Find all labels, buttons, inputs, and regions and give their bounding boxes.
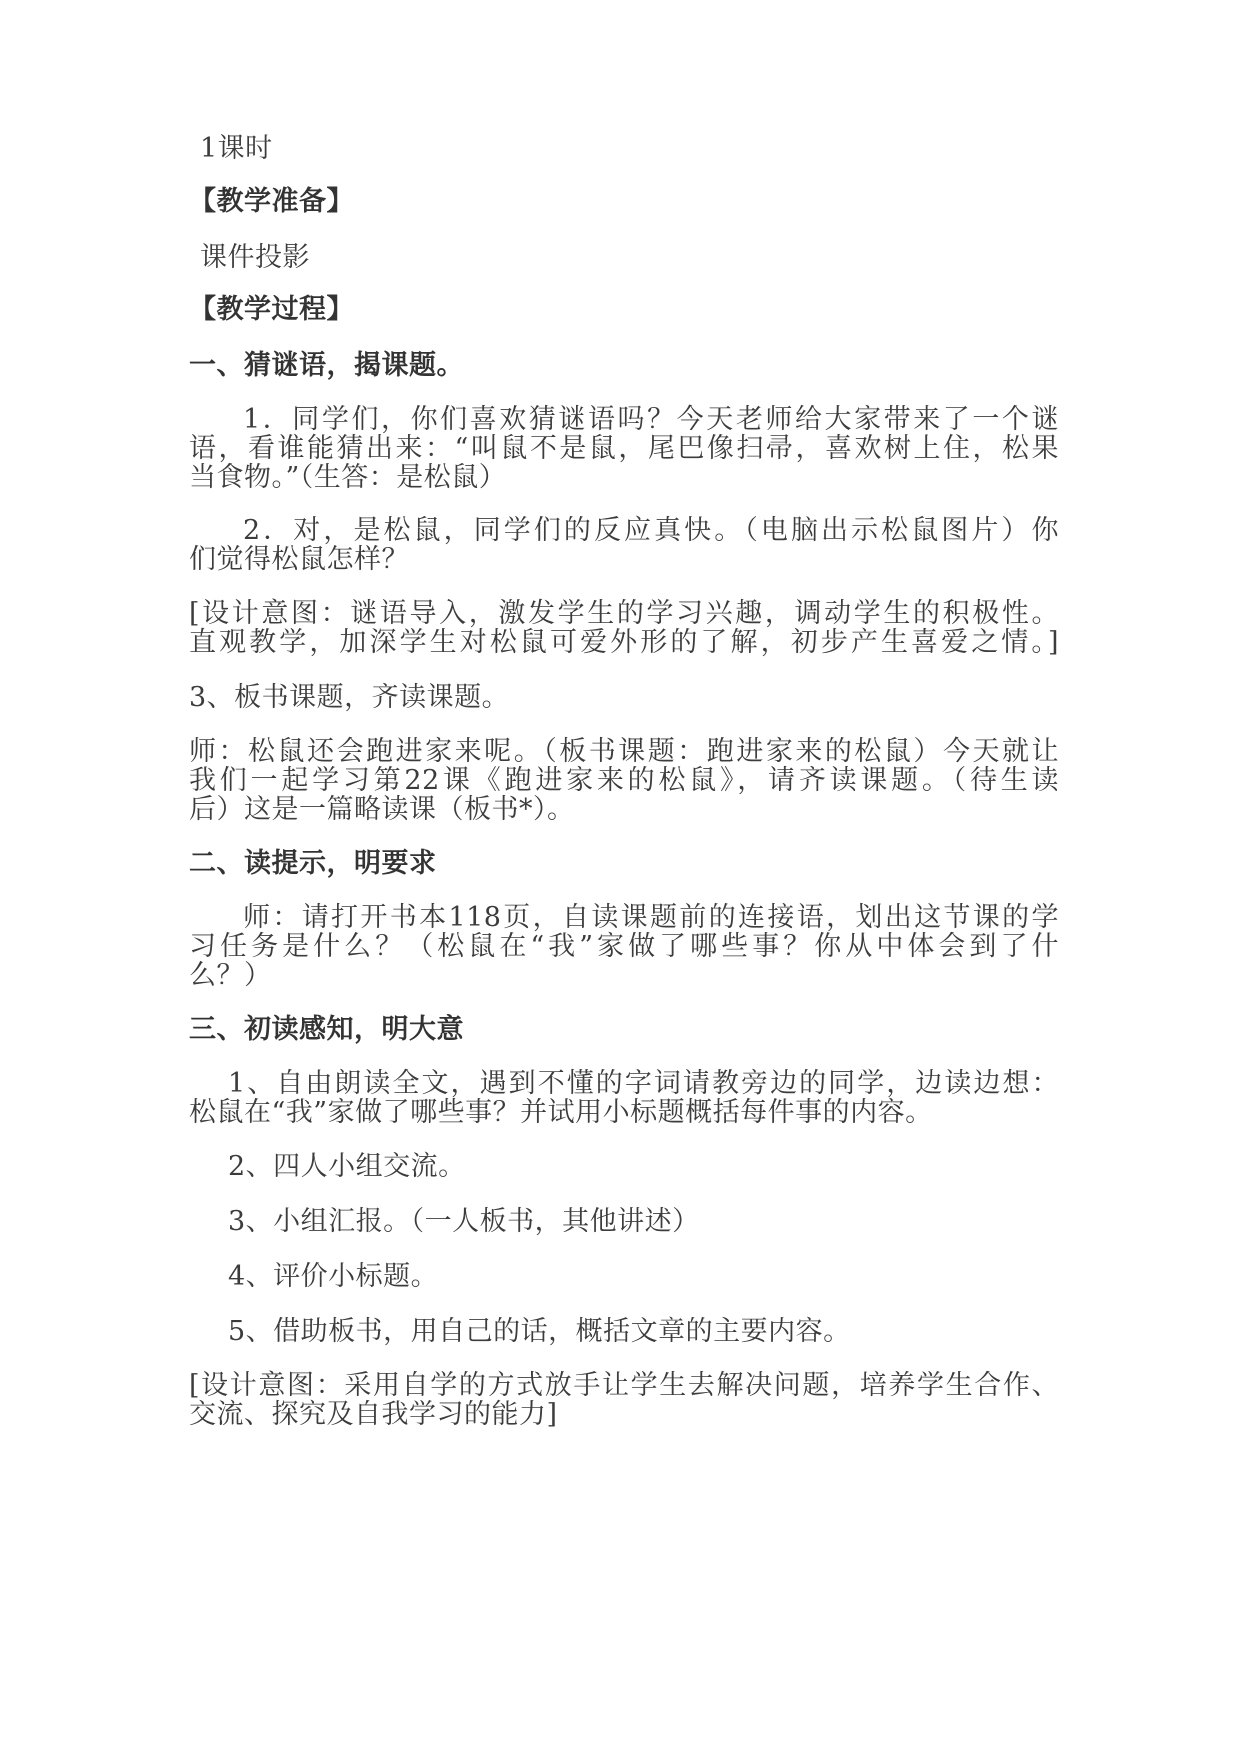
section3-heading: 三、初读感知，明大意 — [189, 1014, 464, 1045]
section1-teacher-line3: 后）这是一篇略读课（板书*）。 — [189, 794, 575, 825]
section2-heading: 二、读提示，明要求 — [189, 848, 437, 879]
section2-p1-line1: 师：请打开书本118页，自读课题前的连接语，划出这节课的学 — [243, 902, 1059, 933]
section3-design-line2: 交流、探究及自我学习的能力] — [189, 1399, 558, 1430]
section1-teacher-line1: 师：松鼠还会跑进家来呢。（板书课题：跑进家来的松鼠）今天就让 — [189, 736, 1059, 767]
section3-p2: 2、四人小组交流。 — [228, 1151, 466, 1182]
process-heading: 【教学过程】 — [189, 294, 354, 325]
section1-p1-line1: 1．同学们，你们喜欢猜谜语吗？今天老师给大家带来了一个谜 — [243, 404, 1059, 435]
section3-p1-line2: 松鼠在“我”家做了哪些事？并试用小标题概括每件事的内容。 — [189, 1097, 933, 1128]
section3-p1-line1: 1、自由朗读全文，遇到不懂的字词请教旁边的同学，边读边想： — [228, 1068, 1059, 1099]
section3-p4: 4、评价小标题。 — [228, 1261, 439, 1292]
section1-p2-line2: 们觉得松鼠怎样？ — [189, 544, 409, 575]
section1-p1-line2: 语，看谁能猜出来：“叫鼠不是鼠，尾巴像扫帚，喜欢树上住，松果 — [189, 433, 1059, 464]
section1-design-line1: [设计意图：谜语导入，激发学生的学习兴趣，调动学生的积极性。 — [189, 598, 1059, 629]
section3-p3: 3、小组汇报。（一人板书，其他讲述） — [228, 1206, 700, 1237]
section2-p1-line3: 么？） — [189, 960, 272, 991]
section1-design-line2: 直观教学，加深学生对松鼠可爱外形的了解，初步产生喜爱之情。] — [189, 627, 1059, 658]
section2-p1-line2: 习任务是什么？（松鼠在“我”家做了哪些事？你从中体会到了什 — [189, 931, 1059, 962]
prep-content: 课件投影 — [200, 242, 310, 273]
section1-p1-line3: 当食物。”（生答：是松鼠） — [189, 462, 507, 493]
section1-p2-line1: 2．对，是松鼠，同学们的反应真快。（电脑出示松鼠图片）你 — [243, 515, 1059, 546]
section1-p3: 3、板书课题，齐读课题。 — [189, 682, 510, 713]
section3-design-line1: [设计意图：采用自学的方式放手让学生去解决问题，培养学生合作、 — [189, 1370, 1059, 1401]
section1-heading: 一、猜谜语，揭课题。 — [189, 350, 464, 381]
lesson-hours: 1课时 — [200, 133, 273, 164]
prep-heading: 【教学准备】 — [189, 186, 354, 217]
section1-teacher-line2: 我们一起学习第22课《跑进家来的松鼠》，请齐读课题。（待生读 — [189, 765, 1059, 796]
section3-p5: 5、借助板书，用自己的话，概括文章的主要内容。 — [228, 1316, 851, 1347]
